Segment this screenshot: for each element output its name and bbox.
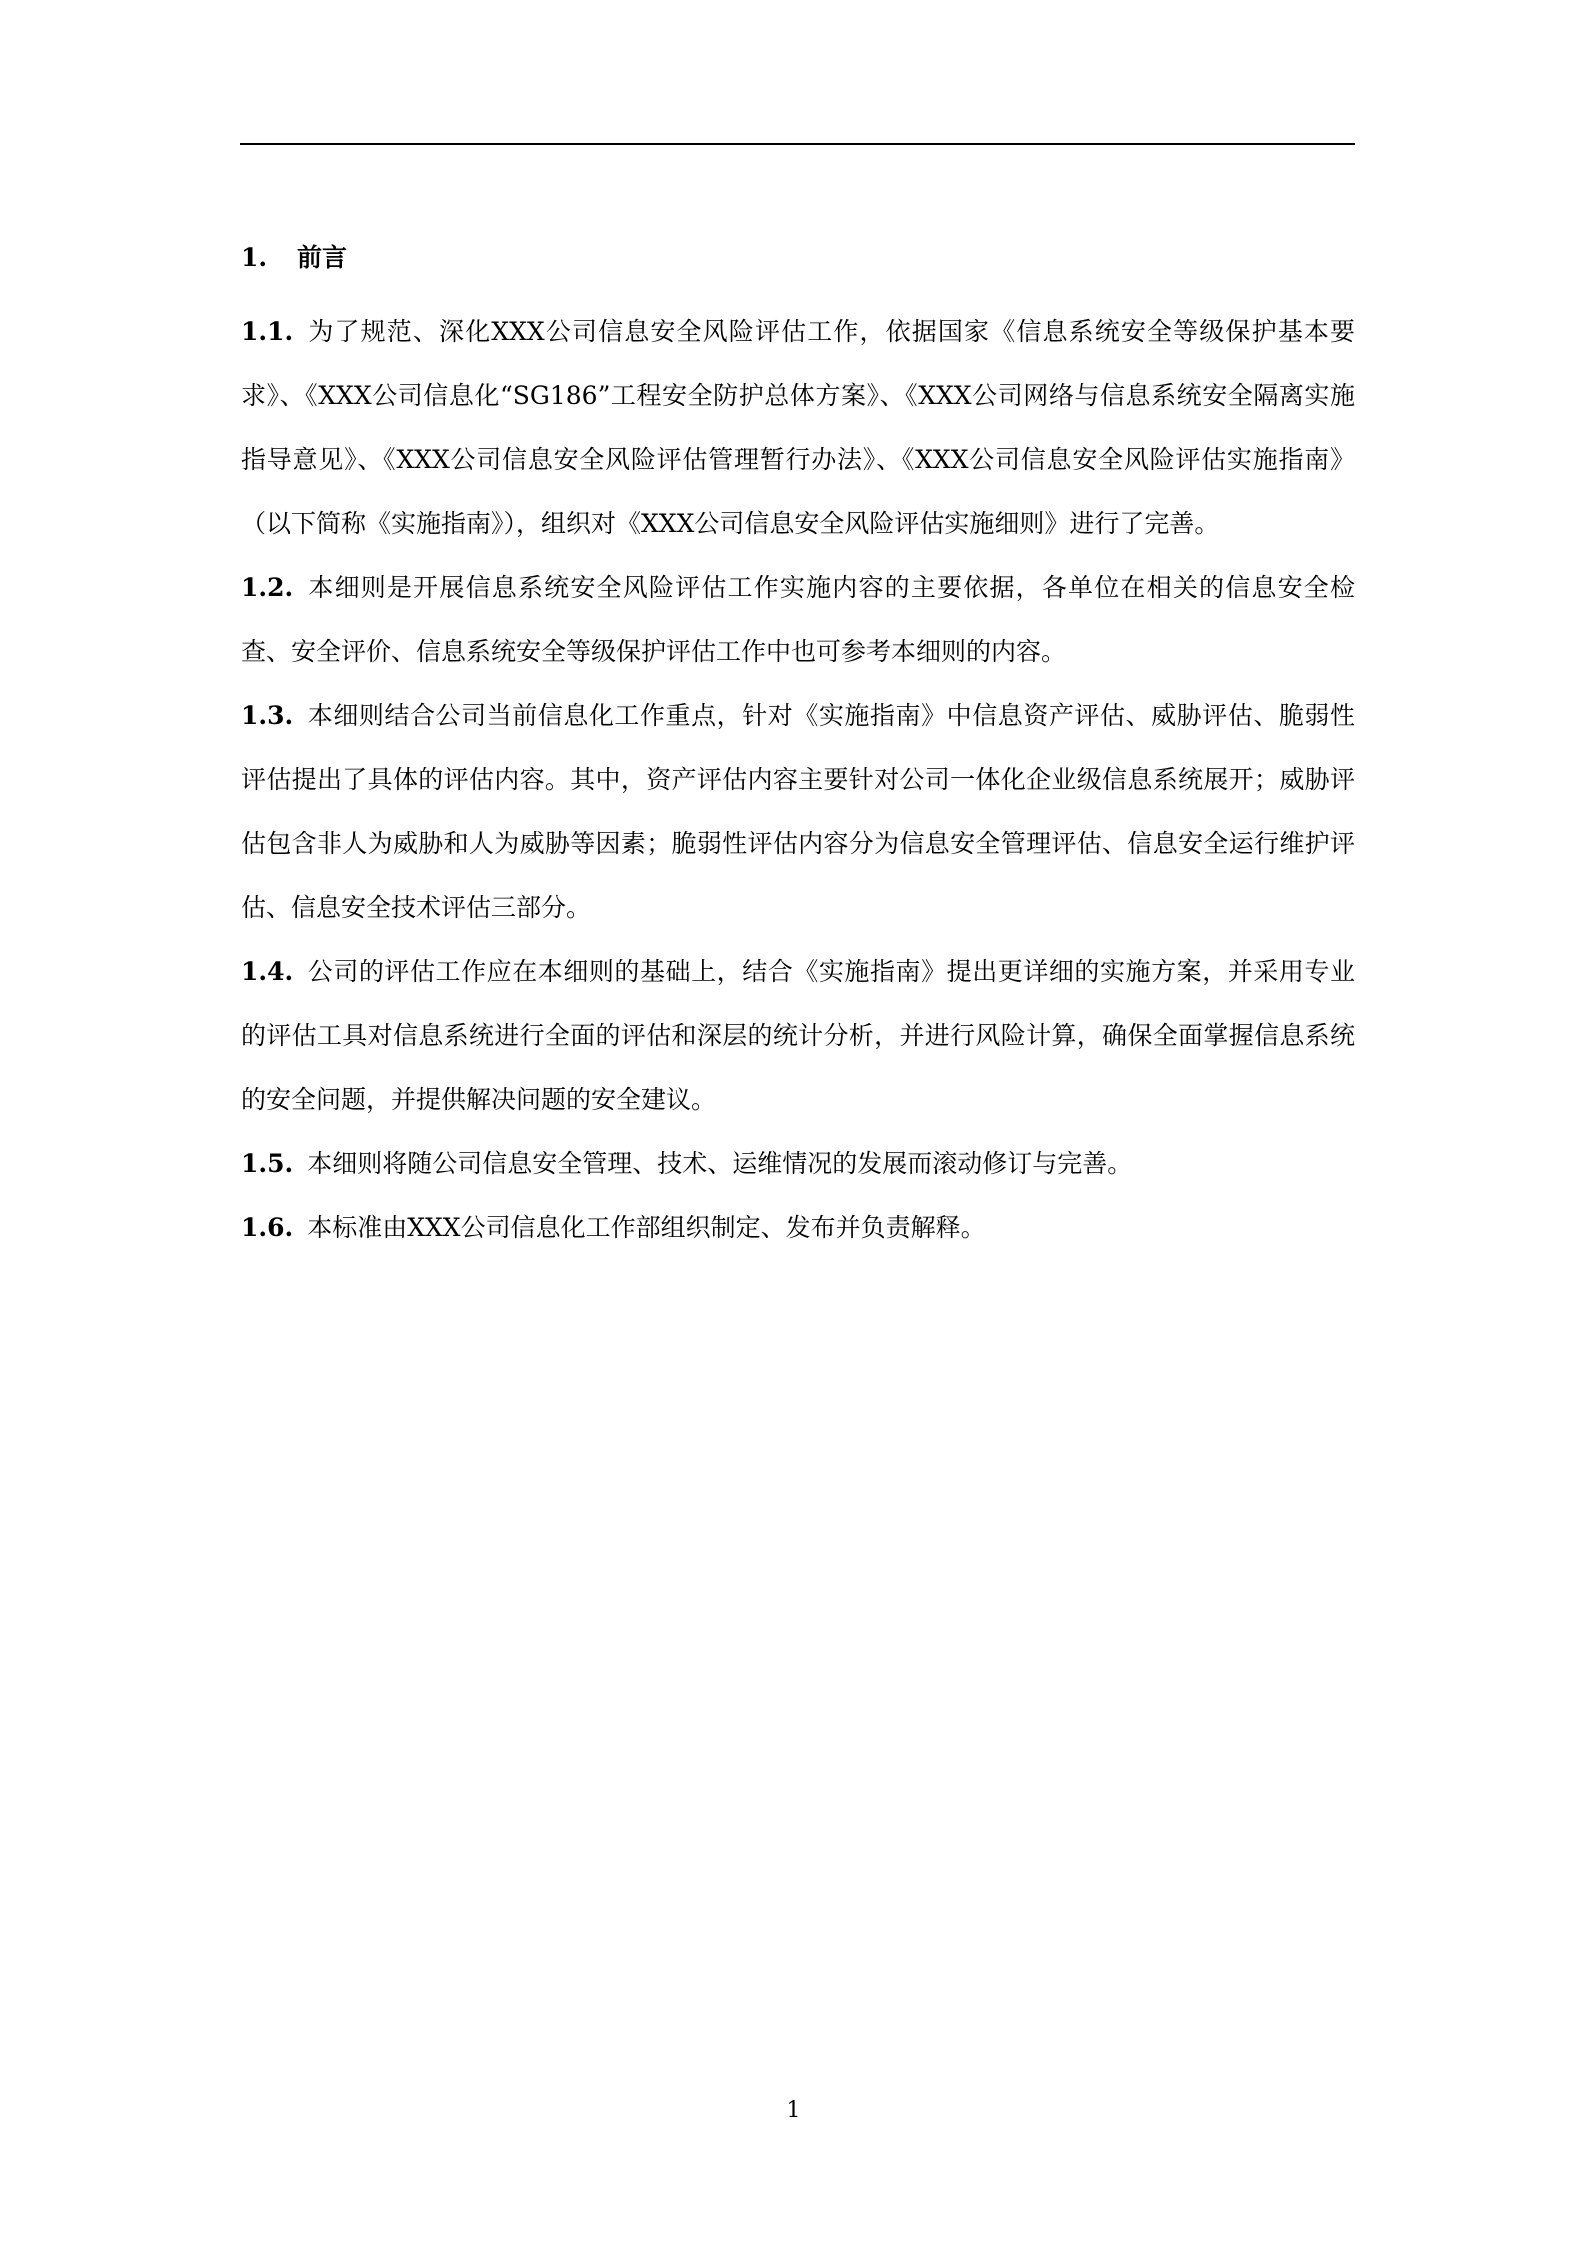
- paragraph-1-2: [241, 556, 1355, 684]
- paragraph-1-5: [241, 1132, 1355, 1196]
- paragraph-1-6: [241, 1196, 1355, 1260]
- paragraph-number: 1.6.: [241, 1213, 294, 1242]
- paragraph-1-4: [241, 940, 1355, 1132]
- document-body: [241, 240, 1355, 1260]
- paragraph-number: 1.3.: [241, 701, 294, 730]
- paragraph-text: 本细则是开展信息系统安全风险评估工作实施内容的主要依据，各单位在相关的信息安全检查、安全评价、信息系统安全等级保护评估工作中也可参考本细则的内容。: [241, 573, 1355, 666]
- paragraph-text: 公司的评估工作应在本细则的基础上，结合《实施指南》提出更详细的实施方案，并采用专业的评估工具对信息系统进行全面的评估和深层的统计分析，并进行风险计算，确保全面掌握信息系统的安全问题，并提供解决问题的安全建议。: [241, 957, 1355, 1114]
- paragraph-number: 1.5.: [241, 1149, 294, 1178]
- paragraph-text: 本细则将随公司信息安全管理、技术、运维情况的发展而滚动修订与完善。: [307, 1149, 1133, 1178]
- paragraph-1-1: [241, 300, 1355, 556]
- paragraph-number: 1.2.: [241, 573, 294, 602]
- paragraph-text: 本细则结合公司当前信息化工作重点，针对《实施指南》中信息资产评估、威胁评估、脆弱性评估提出了具体的评估内容。其中，资产评估内容主要针对公司一体化企业级信息系统展开；威胁评估包含非人为威胁和人为威胁等因素；脆弱性评估内容分为信息安全管理评估、信息安全运行维护评估、信息安全技术评估三部分。: [241, 701, 1355, 922]
- paragraph-1-3: [241, 684, 1355, 940]
- section-number: 1.: [241, 243, 268, 272]
- page-number: 1: [786, 2098, 801, 2123]
- section-heading: [241, 240, 1355, 276]
- section-title: 前言: [297, 243, 348, 272]
- paragraph-text: 为了规范、深化XXX公司信息安全风险评估工作，依据国家《信息系统安全等级保护基本要求》、《XXX公司信息化“SG186”工程安全防护总体方案》、《XXX公司网络与信息系统安全隔离实施指导意见》、《XXX公司信息安全风险评估管理暂行办法》、《XXX公司信息安全风险评估实施指南》（以下简称《实施指南》），组织对《XXX公司信息安全风险评估实施细则》进行了完善。: [241, 317, 1355, 538]
- header-rule: [240, 143, 1355, 145]
- paragraph-number: 1.1.: [241, 317, 294, 346]
- paragraph-text: 本标准由XXX公司信息化工作部组织制定、发布并负责解释。: [307, 1213, 986, 1242]
- paragraph-number: 1.4.: [241, 957, 294, 986]
